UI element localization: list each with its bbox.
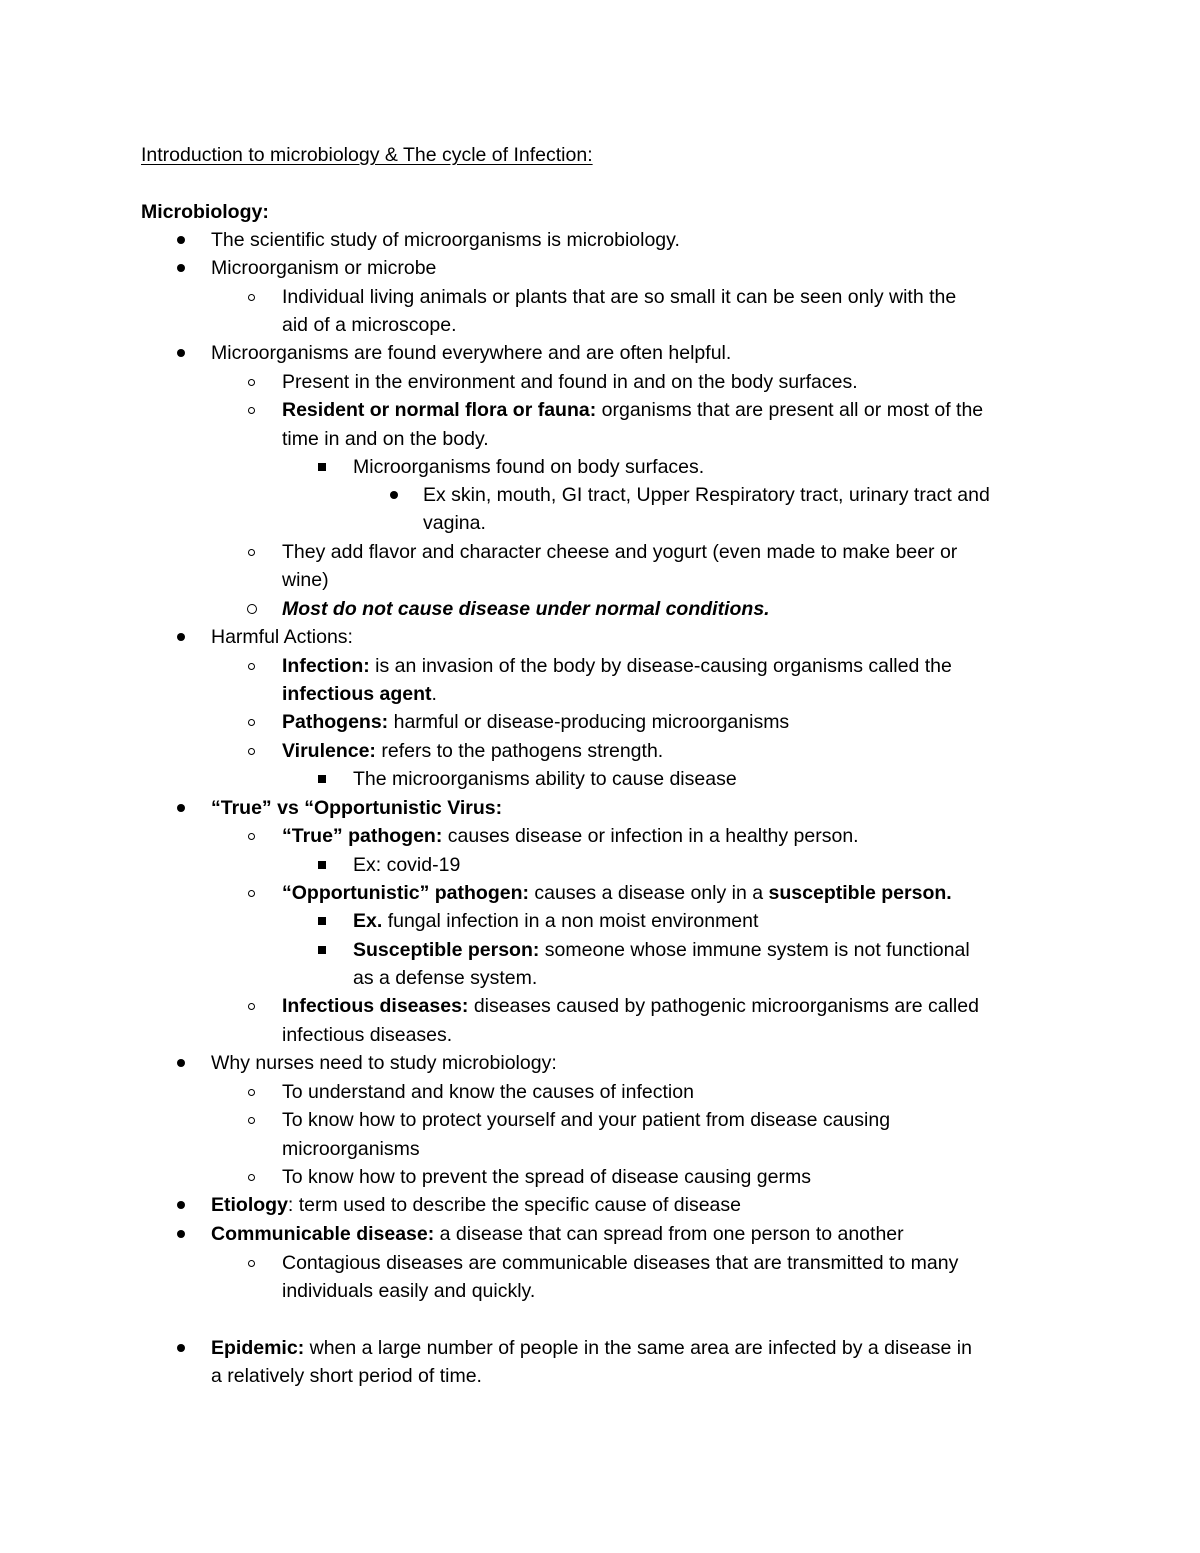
list-text: microorganisms — [282, 1138, 420, 1160]
list-item — [282, 538, 957, 566]
emphasized-text: “True” pathogen: — [282, 825, 443, 847]
bullet-circle-icon — [248, 549, 255, 556]
bullet-circle-icon — [248, 1089, 255, 1096]
list-text: Microorganisms are found everywhere and are often helpful. — [211, 342, 732, 364]
bullet-circle-icon — [248, 294, 255, 301]
list-item — [211, 1334, 972, 1362]
list-item — [282, 737, 663, 765]
list-item — [282, 283, 956, 311]
bullet-circle-icon — [247, 604, 257, 614]
bullet-dot-icon — [177, 1230, 185, 1238]
list-item — [282, 879, 952, 907]
list-item — [353, 964, 537, 992]
list-item — [282, 595, 770, 623]
list-text: Harmful Actions: — [211, 626, 353, 648]
list-text: a relatively short period of time. — [211, 1365, 482, 1387]
list-text: They add flavor and character cheese and yogurt (even made to make beer or — [282, 541, 958, 563]
list-text: The microorganisms ability to cause disease — [353, 768, 737, 790]
list-item — [282, 652, 952, 680]
list-text: Ex skin, mouth, GI tract, Upper Respiratory tract, urinary tract and — [423, 484, 990, 506]
list-item — [282, 992, 979, 1020]
bullet-circle-icon — [248, 833, 255, 840]
list-text: diseases caused by pathogenic microorganisms are called — [468, 995, 979, 1017]
emphasized-text: “True” vs “Opportunistic Virus: — [211, 797, 503, 819]
bullet-circle-icon — [248, 1174, 255, 1181]
list-item — [211, 1191, 741, 1219]
bullet-square-icon — [318, 946, 326, 954]
bullet-circle-icon — [248, 407, 255, 414]
list-text: Contagious diseases are communicable diseases that are transmitted to many — [282, 1252, 959, 1274]
list-text: . — [431, 683, 437, 705]
emphasized-text: infectious agent — [282, 683, 432, 705]
list-text: fungal infection in a non moist environment — [382, 910, 759, 932]
list-text: aid of a microscope. — [282, 314, 457, 336]
list-item — [423, 481, 990, 509]
list-text: causes disease or infection in a healthy person. — [442, 825, 859, 847]
list-text: infectious diseases. — [282, 1024, 453, 1046]
list-text: when a large number of people in the same area are infected by a disease in — [304, 1337, 972, 1359]
bullet-dot-icon — [177, 264, 185, 272]
bullet-circle-icon — [248, 663, 255, 670]
list-item — [353, 765, 737, 793]
list-item — [282, 680, 437, 708]
section-heading: Microbiology: — [141, 201, 269, 223]
list-text: harmful or disease-producing microorganisms — [388, 711, 790, 733]
list-text: Microorganism or microbe — [211, 257, 437, 279]
list-item — [282, 1135, 420, 1163]
list-text: The scientific study of microorganisms is microbiology. — [211, 229, 680, 251]
list-item — [282, 566, 329, 594]
bullet-circle-icon — [248, 748, 255, 755]
list-item — [211, 1362, 482, 1390]
list-text: To understand and know the causes of infection — [282, 1081, 694, 1103]
list-text: causes a disease only in a — [528, 882, 769, 904]
bullet-dot-icon — [177, 1201, 185, 1209]
list-text: wine) — [282, 569, 329, 591]
bullet-dot-icon — [177, 1059, 185, 1067]
bullet-circle-icon — [248, 1003, 255, 1010]
bullet-square-icon — [318, 775, 326, 783]
emphasized-text: Ex. — [353, 910, 383, 932]
list-item — [282, 311, 457, 339]
list-text: someone whose immune system is not functional — [539, 939, 970, 961]
emphasized-text: Infectious diseases: — [282, 995, 469, 1017]
bullet-square-icon — [318, 917, 326, 925]
list-text: Why nurses need to study microbiology: — [211, 1052, 557, 1074]
emphasized-text: susceptible person. — [768, 882, 952, 904]
list-item — [282, 1277, 535, 1305]
list-item — [282, 822, 859, 850]
emphasized-text: “Opportunistic” pathogen: — [282, 882, 529, 904]
list-item — [211, 339, 731, 367]
list-text: vagina. — [423, 512, 486, 534]
list-item — [282, 1163, 811, 1191]
list-text: individuals easily and quickly. — [282, 1280, 536, 1302]
list-text: Present in the environment and found in and on the body surfaces. — [282, 371, 858, 393]
bullet-circle-icon — [248, 719, 255, 726]
list-text: a disease that can spread from one person to another — [434, 1223, 904, 1245]
list-text: is an invasion of the body by disease-causing organisms called the — [369, 655, 952, 677]
list-text: To know how to protect yourself and your patient from disease causing — [282, 1109, 891, 1131]
emphasized-text: Epidemic: — [211, 1337, 305, 1359]
list-item — [282, 368, 858, 396]
list-item — [423, 509, 486, 537]
list-text: refers to the pathogens strength. — [375, 740, 664, 762]
bullet-square-icon — [318, 463, 326, 471]
list-item — [353, 851, 460, 879]
bullet-dot-icon — [177, 633, 185, 641]
emphasized-text: Pathogens: — [282, 711, 389, 733]
bullet-dot-icon — [390, 491, 398, 499]
list-text: as a defense system. — [353, 967, 538, 989]
emphasized-text: Infection: — [282, 655, 370, 677]
bullet-dot-icon — [177, 236, 185, 244]
bullet-circle-icon — [248, 379, 255, 386]
list-item — [211, 254, 436, 282]
bullet-circle-icon — [248, 1260, 255, 1267]
list-item — [353, 453, 704, 481]
emphasized-text: Susceptible person: — [353, 939, 540, 961]
list-text: To know how to prevent the spread of disease causing germs — [282, 1166, 811, 1188]
list-item — [353, 907, 758, 935]
bullet-square-icon — [318, 861, 326, 869]
bullet-circle-icon — [248, 890, 255, 897]
list-item — [211, 794, 502, 822]
list-item — [282, 396, 983, 424]
emphasized-text: Most do not cause disease under normal conditions. — [282, 598, 770, 620]
bullet-dot-icon — [177, 349, 185, 357]
list-text: Individual living animals or plants that are so small it can be seen only with the — [282, 286, 957, 308]
bullet-dot-icon — [177, 804, 185, 812]
emphasized-text: Communicable disease: — [211, 1223, 435, 1245]
bullet-circle-icon — [248, 1117, 255, 1124]
list-item — [282, 1249, 958, 1277]
list-text: organisms that are present all or most of the — [596, 399, 984, 421]
list-text: Microorganisms found on body surfaces. — [353, 456, 705, 478]
list-item — [282, 1078, 694, 1106]
list-item — [211, 226, 680, 254]
emphasized-text: Etiology — [211, 1194, 288, 1216]
list-item — [211, 1220, 904, 1248]
list-item — [282, 708, 789, 736]
document-title: Introduction to microbiology & The cycle of Infection: — [141, 144, 593, 166]
list-text: Ex: covid-19 — [353, 854, 461, 876]
list-text: time in and on the body. — [282, 428, 489, 450]
list-item — [353, 936, 970, 964]
list-item — [282, 1021, 452, 1049]
bullet-dot-icon — [177, 1344, 185, 1352]
list-item — [282, 1106, 890, 1134]
list-text: : term used to describe the specific cause of disease — [287, 1194, 741, 1216]
list-item — [282, 425, 489, 453]
emphasized-text: Resident or normal flora or fauna: — [282, 399, 597, 421]
emphasized-text: Virulence: — [282, 740, 376, 762]
list-item — [211, 1049, 557, 1077]
list-item — [211, 623, 353, 651]
